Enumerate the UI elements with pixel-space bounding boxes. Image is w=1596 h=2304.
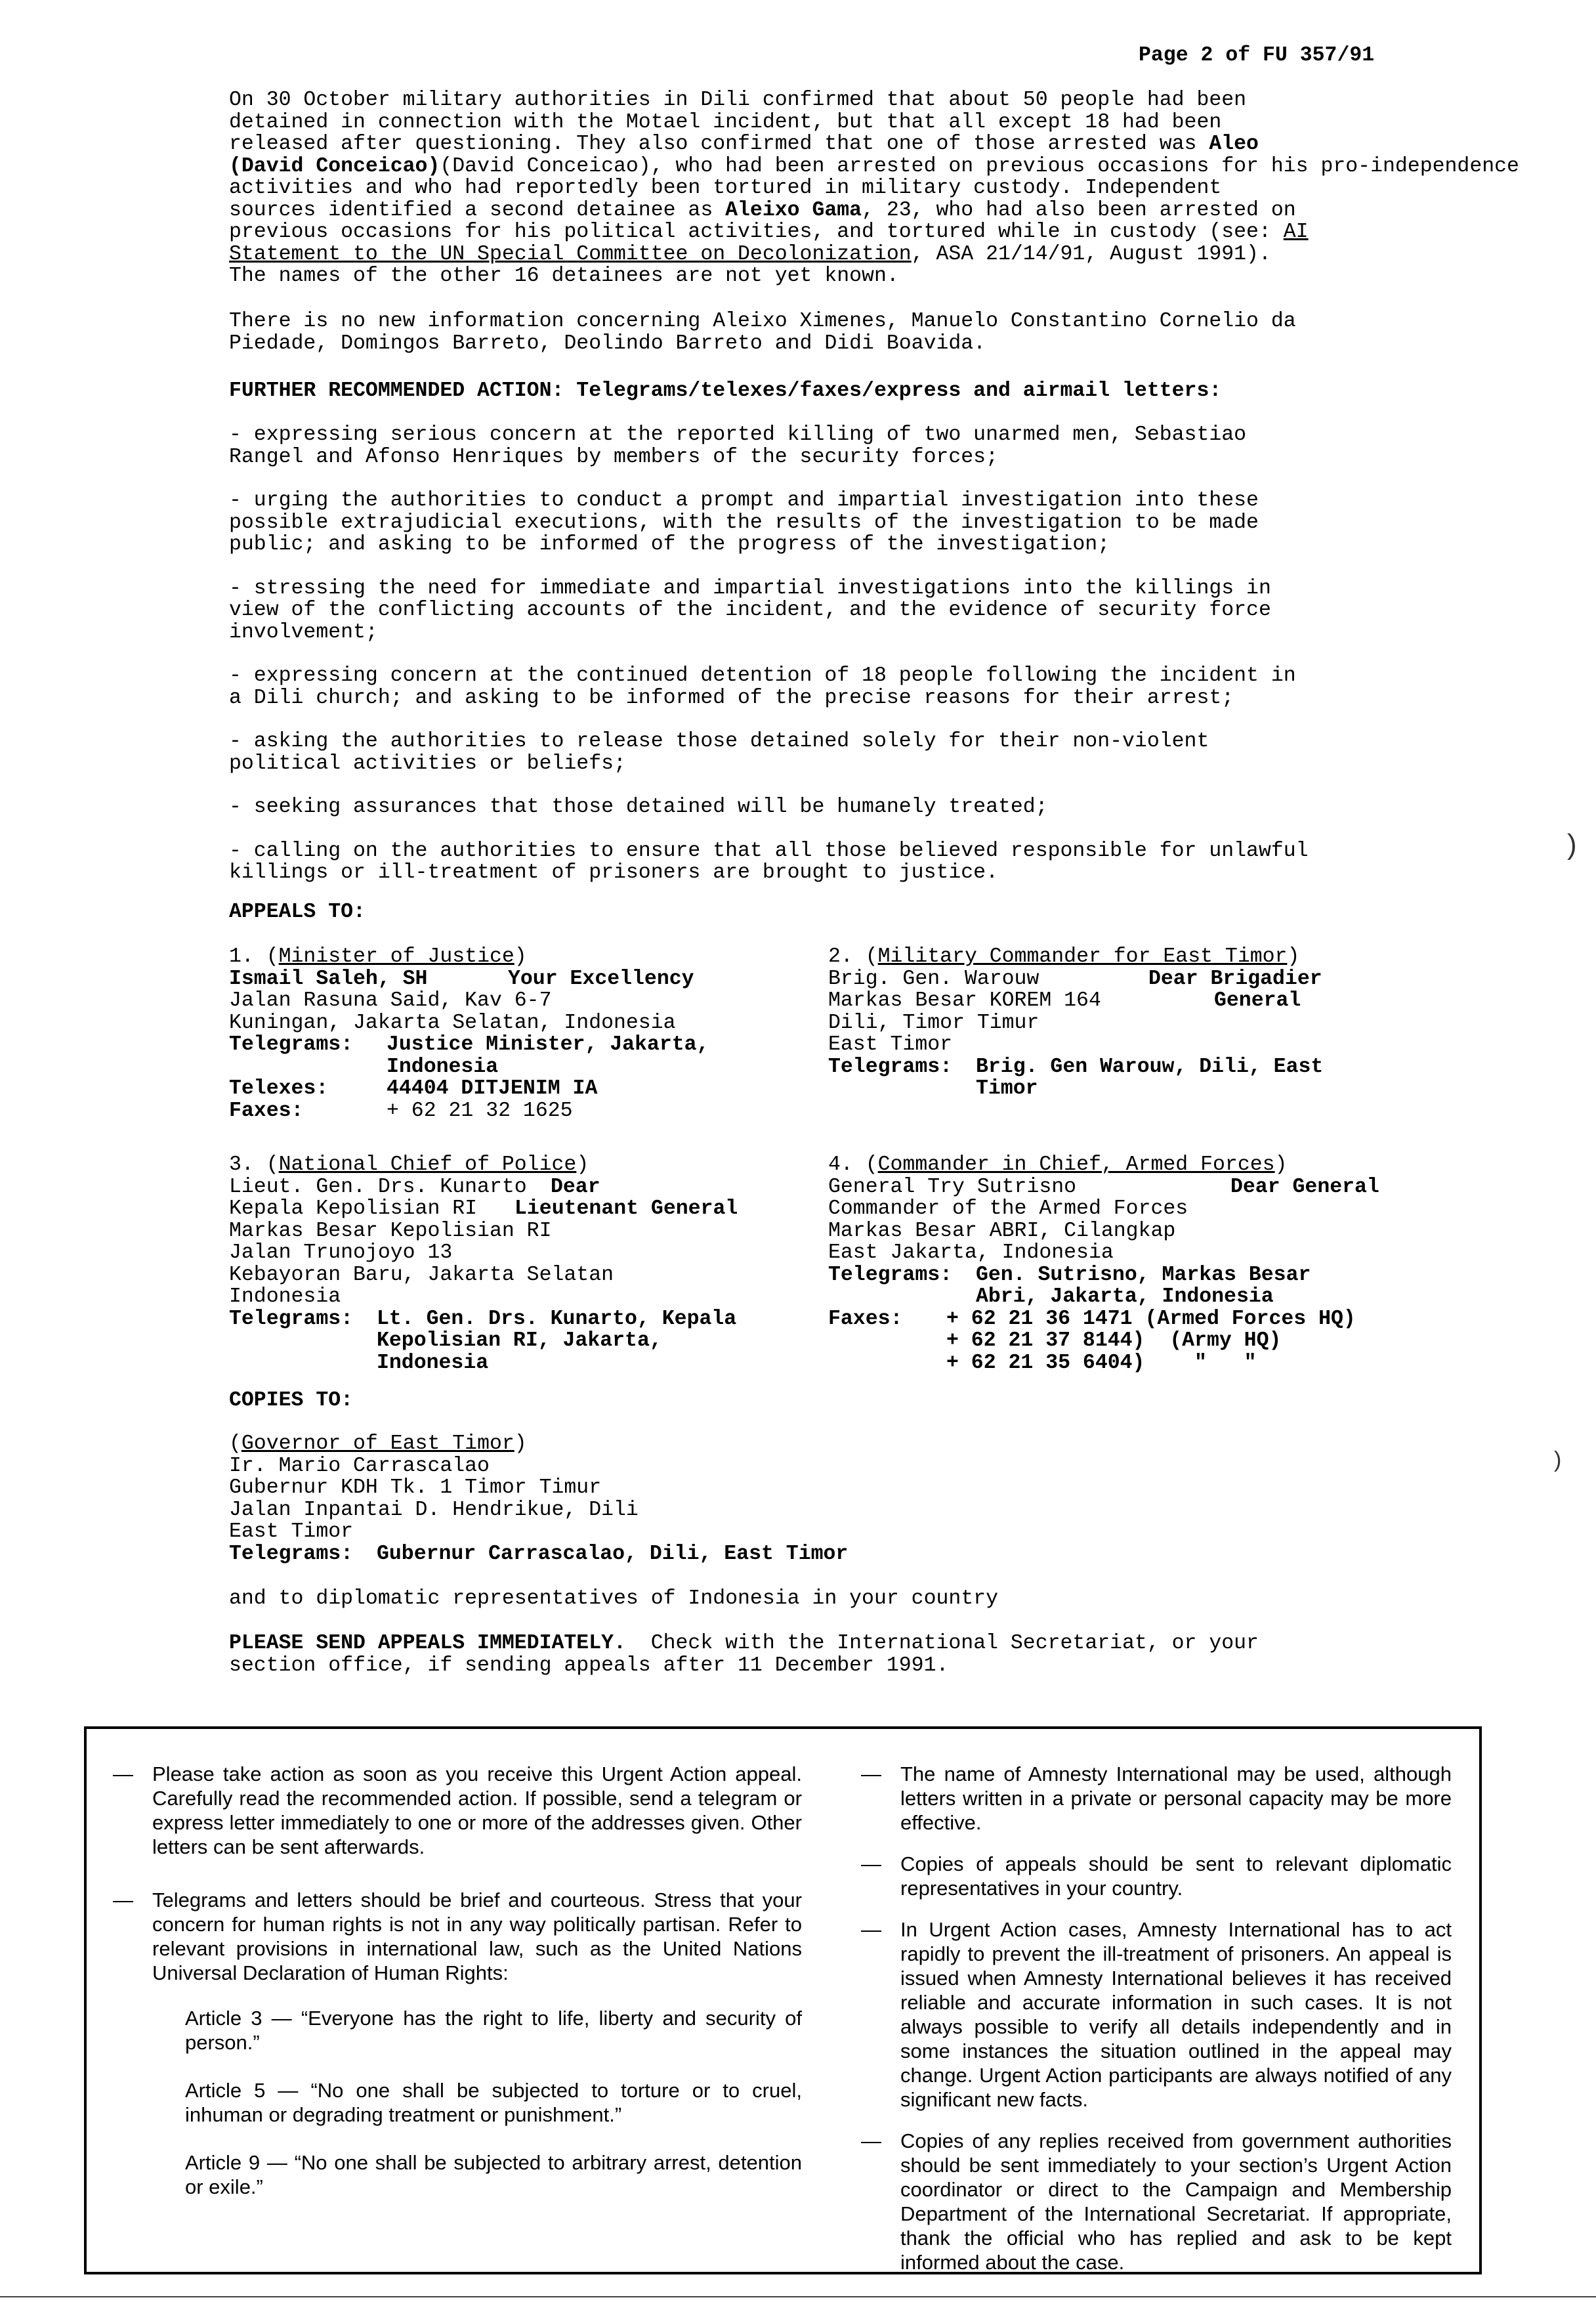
ai-link: AI — [1283, 221, 1309, 244]
diplomatic-note: and to diplomatic representatives of Indonesia in your country — [229, 1587, 998, 1610]
article-9: Article 9 — “No one shall be subjected to arbitrary arrest, detention or exile.” — [185, 2151, 802, 2198]
appeals-heading: APPEALS TO: — [229, 901, 366, 924]
article-5: Article 5 — “No one shall be subjected to torture or to cruel, inhuman or degrading treatment or punishment.” — [185, 2079, 802, 2126]
bullet-item: - urging the authorities to conduct a prompt and impartial investigation into these possible extrajudicial executions, with the results of the investigation to be made public; and asking to be informed of the progress of the investigation; — [229, 489, 1259, 556]
name-aleo: Aleo — [1209, 133, 1259, 156]
no-new-info-paragraph: There is no new information concerning Aleixo Ximenes, Manuelo Constantino Cornelio da Piedade, Domingos Barreto, Deolindo Barreto and Didi Boavida. — [229, 310, 1296, 355]
appeal-title: Commander in Chief, Armed Forces — [877, 1153, 1275, 1176]
appeal-title: Military Commander for East Timor — [877, 945, 1288, 968]
guidance-right-column — [861, 1762, 1452, 2292]
urgent-note: PLEASE SEND APPEALS IMMEDIATELY. Check with the International Secretariat, or your section office, if sending appeals after 11 December 1991. — [229, 1632, 1259, 1677]
guidance-item: — In Urgent Action cases, Amnesty International has to act rapidly to prevent the ill-treatment of prisoners. An appeal is issued when Amnesty International believes it has received reliable and accurate information in such cases. It is not always possible to verify all details independently and in some instances the situation outlined in the appeal may change. Urgent Action participants are always notified of any significant new facts. — [861, 1918, 1452, 2111]
salutation: Dear Brigadier — [1148, 967, 1322, 991]
salutation: Dear — [551, 1175, 600, 1199]
copies-title: Governor of East Timor — [241, 1432, 514, 1455]
name-david: (David Conceicao) — [229, 154, 440, 178]
bottom-rule — [0, 2296, 1596, 2297]
guidance-left-column — [113, 1762, 802, 2199]
appeal-armed-forces-commander: 4. (Commander in Chief, Armed Forces) General Try Sutrisno Dear General Commander of the Armed Forces Markas Besar ABRI, Cilangkap East Jakarta, Indonesia Telegrams: Gen. Sutrisno, Markas Besar Abri, Jakarta, Indonesia Faxes: + 62 21 36 1471 (Armed Forces HQ) + 62 21 37 8144) (Army HQ) + 62 21 35 6404) " " — [828, 1153, 1379, 1375]
action-bullets — [229, 424, 1410, 884]
bullet-item: - stressing the need for immediate and impartial investigations into the killings in view of the conflicting accounts of the incident, and the evidence of security force involvement; — [229, 576, 1271, 644]
copies-heading: COPIES TO: — [229, 1389, 354, 1412]
salutation: Dear General — [1230, 1175, 1379, 1199]
guidance-item: — The name of Amnesty International may be used, although letters written in a private or personal capacity may be more effective. — [861, 1762, 1452, 1834]
appeal-police-chief: 3. (National Chief of Police) Lieut. Gen. Drs. Kunarto Dear Kepala Kepolisian RI Lieutenant General Markas Besar Kepolisian RI Jalan Trunojoyo 13 Kebayoran Baru, Jakarta Selatan Indonesia Telegrams: Lt. Gen. Drs. Kunarto, Kepala Kepolisian RI, Jakarta, Indonesia — [229, 1153, 738, 1375]
appeal-military-commander: 2. (Military Commander for East Timor) Brig. Gen. Warouw Dear Brigadier Markas Besar KOREM 164 General Dili, Timor Timur East Timor Telegrams: Brig. Gen Warouw, Dili, East Timor — [828, 945, 1324, 1100]
guidance-item: — Please take action as soon as you receive this Urgent Action appeal. Carefully read the recommended action. If possible, send a telegram or express letter immediately to one or more of the addresses given. Other letters can be sent afterwards. — [113, 1762, 802, 1858]
guidance-item: — Telegrams and letters should be brief and courteous. Stress that your concern for human rights is not in any way politically partisan. Refer to relevant provisions in international law, such as the United Nations Universal Declaration of Human Rights: — [113, 1888, 802, 1984]
article-3: Article 3 — “Everyone has the right to life, liberty and security of person.” — [185, 2007, 802, 2054]
name-aleixo: Aleixo Gama — [725, 198, 862, 222]
bullet-item: - calling on the authorities to ensure that all those believed responsible for unlawful killings or ill-treatment of prisoners are brought to justice. — [229, 839, 1309, 884]
appeal-minister-justice: 1. (Minister of Justice) Ismail Saleh, SH Your Excellency Jalan Rasuna Said, Kav 6-7 Kuningan, Jakarta Selatan, Indonesia Telegrams: Justice Minister, Jakarta, Indonesia Telexes: 44404 DITJENIM IA Faxes: + 62 21 32 1625 — [229, 945, 709, 1122]
statement-link: Statement to the UN Special Committee on Decolonization — [229, 242, 912, 266]
action-heading: FURTHER RECOMMENDED ACTION: Telegrams/telexes/faxes/express and airmail letters: — [229, 379, 1222, 402]
bullet-item: - asking the authorities to release those detained solely for their non-violent political activities or beliefs; — [229, 730, 1209, 775]
guidance-item: — Copies of any replies received from government authorities should be sent immediately to your section’s Urgent Action coordinator or direct to the Campaign and Membership Department of the International Secretariat. If appropriate, thank the official who has replied and ask to be kept informed about the case. — [861, 2129, 1452, 2274]
salutation: Your Excellency — [508, 967, 694, 991]
intro-paragraph: On 30 October military authorities in Dili confirmed that about 50 people had been detained in connection with the Motael incident, but that all except 18 had been released after questioning. They also confirmed that one of those arrested was Aleo (David Conceicao)(David Conceicao), who had been arrested on previous occasions for his pro-independence activities and who had reportedly been tortured in military custody. Independent sources identified a second detainee as Aleixo Gama, 23, who had also been arrested on previous occasions for his political activities, and tortured while in custody (see: AI Statement to the UN Special Committee on Decolonization, ASA 21/14/91, August 1991). The names of the other 16 detainees are not yet known. — [229, 89, 1519, 288]
bullet-item: - seeking assurances that those detained will be humanely treated; — [229, 796, 1048, 819]
scan-mark: ) — [1554, 1447, 1562, 1472]
bullet-item: - expressing serious concern at the reported killing of two unarmed men, Sebastiao Rangel and Afonso Henriques by members of the security forces; — [229, 423, 1247, 469]
appeal-title: Minister of Justice — [278, 945, 514, 968]
guidance-item: — Copies of appeals should be sent to relevant diplomatic representatives in your country. — [861, 1852, 1452, 1900]
copies-governor: (Governor of East Timor) Ir. Mario Carrascalao Gubernur KDH Tk. 1 Timor Timur Jalan Inpantai D. Hendrikue, Dili East Timor Telegrams: Gubernur Carrascalao, Dili, East Timor — [229, 1432, 849, 1566]
page-number: Page 2 of FU 357/91 — [1139, 44, 1375, 67]
guidance-box — [84, 1726, 1482, 2274]
appeal-title: National Chief of Police — [278, 1153, 577, 1176]
scan-mark: ) — [1567, 828, 1577, 861]
bullet-item: - expressing concern at the continued detention of 18 people following the incident in a Dili church; and asking to be informed of the precise reasons for their arrest; — [229, 664, 1296, 710]
